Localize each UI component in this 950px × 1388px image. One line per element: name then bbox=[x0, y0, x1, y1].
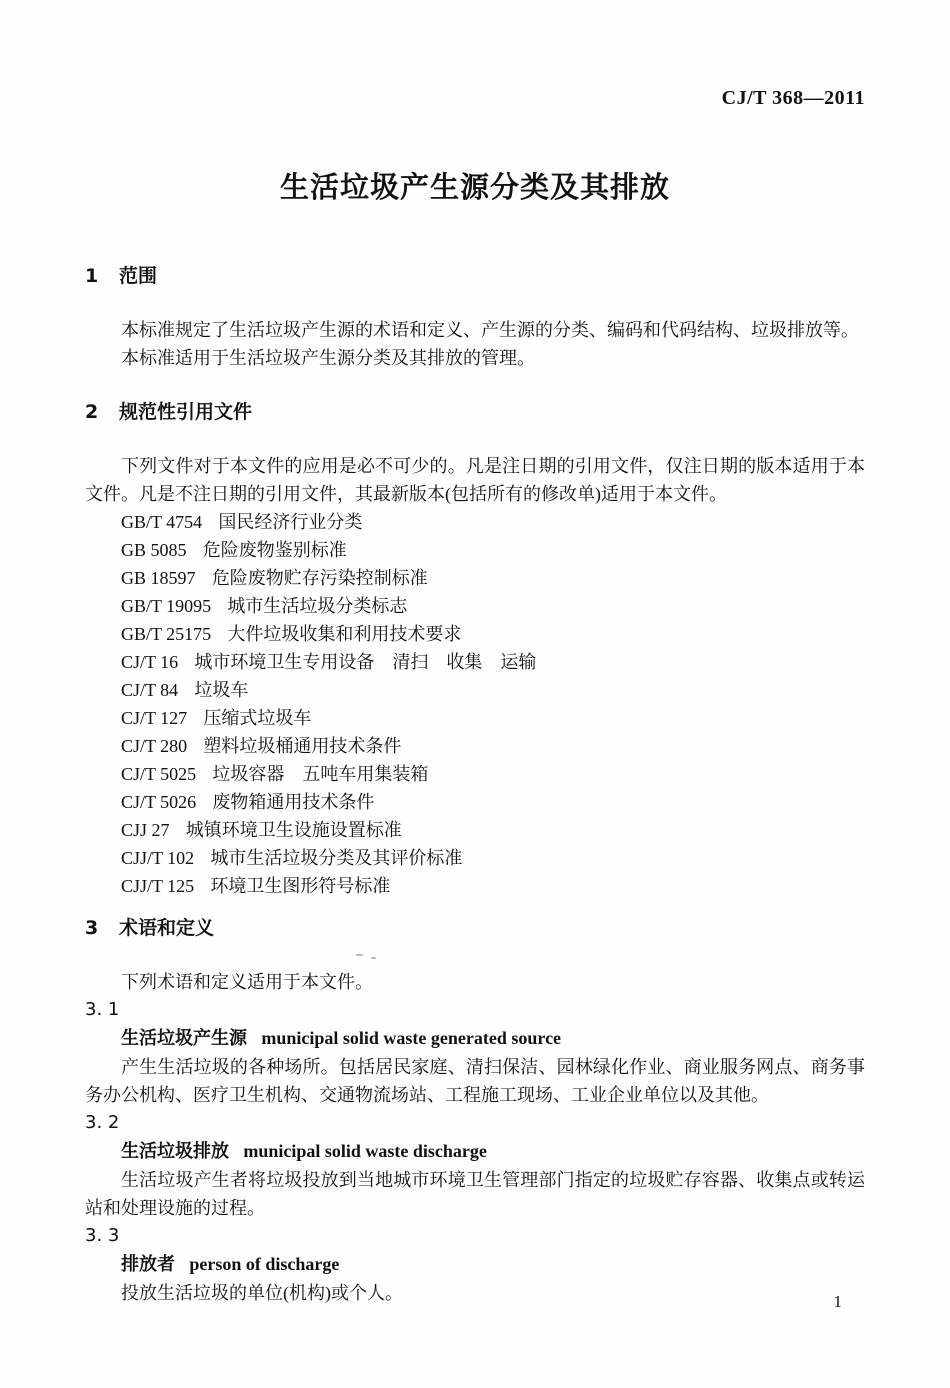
term-name-en: person of discharge bbox=[189, 1254, 340, 1274]
reference-item bbox=[85, 732, 865, 760]
terms-intro bbox=[85, 968, 865, 996]
reference-code: GB/T 19095 bbox=[121, 596, 212, 616]
term-id: 3. 2 bbox=[85, 1112, 120, 1133]
reference-code: GB 5085 bbox=[121, 540, 187, 560]
reference-title: 废物箱通用技术条件 bbox=[212, 792, 375, 812]
reference-item bbox=[85, 676, 865, 704]
section-number: 1 bbox=[85, 265, 99, 287]
reference-item bbox=[85, 788, 865, 816]
term-id: 3. 1 bbox=[85, 999, 120, 1020]
reference-item bbox=[85, 844, 865, 872]
reference-code: GB/T 25175 bbox=[121, 624, 212, 644]
document-title: 生活垃圾产生源分类及其排放 bbox=[279, 170, 670, 204]
reference-code: CJJ/T 125 bbox=[121, 876, 195, 896]
reference-title: 危险废物贮存污染控制标准 bbox=[211, 568, 428, 588]
term-entry-3-1 bbox=[85, 996, 865, 1109]
reference-title: 垃圾容器 五吨车用集装箱 bbox=[212, 764, 429, 784]
reference-title: 城市生活垃圾分类标志 bbox=[227, 596, 408, 616]
term-name-zh: 排放者 bbox=[121, 1254, 175, 1275]
reference-item bbox=[85, 872, 865, 900]
reference-title: 压缩式垃圾车 bbox=[203, 708, 312, 728]
reference-item bbox=[85, 592, 865, 620]
term-definition: 生活垃圾产生者将垃圾投放到当地城市环境卫生管理部门指定的垃圾贮存容器、收集点或转运站和处理设施的过程。 bbox=[85, 1170, 865, 1218]
reference-code: CJ/T 127 bbox=[121, 708, 188, 728]
reference-item bbox=[85, 648, 865, 676]
reference-code: GB 18597 bbox=[121, 568, 196, 588]
section-title: 规范性引用文件 bbox=[119, 401, 253, 423]
term-name-line bbox=[85, 1024, 865, 1053]
reference-title: 环境卫生图形符号标准 bbox=[210, 876, 391, 896]
reference-code: CJ/T 280 bbox=[121, 736, 188, 756]
scope-paragraphs bbox=[85, 316, 865, 372]
term-entry-3-3 bbox=[85, 1222, 865, 1307]
section-title: 术语和定义 bbox=[119, 917, 215, 939]
term-name-en: municipal solid waste discharge bbox=[243, 1141, 487, 1161]
reference-title: 国民经济行业分类 bbox=[218, 512, 363, 532]
scan-artifact bbox=[371, 957, 376, 959]
reference-title: 城市生活垃圾分类及其评价标准 bbox=[210, 848, 463, 868]
reference-title: 塑料垃圾桶通用技术条件 bbox=[203, 736, 402, 756]
scan-artifact bbox=[356, 954, 363, 956]
reference-item bbox=[85, 760, 865, 788]
section-number: 2 bbox=[85, 401, 99, 423]
term-name-en: municipal solid waste generated source bbox=[261, 1028, 562, 1048]
reference-item bbox=[85, 620, 865, 648]
reference-item bbox=[85, 536, 865, 564]
term-entry-3-2 bbox=[85, 1109, 865, 1222]
reference-code: CJJ/T 102 bbox=[121, 848, 195, 868]
reference-code: GB/T 4754 bbox=[121, 512, 203, 532]
section-heading-normative-references bbox=[85, 398, 865, 426]
scope-paragraph: 本标准规定了生活垃圾产生源的术语和定义、产生源的分类、编码和代码结构、垃圾排放等。 bbox=[121, 320, 859, 340]
reference-code: CJ/T 84 bbox=[121, 680, 179, 700]
section-heading-terms-definitions bbox=[85, 914, 865, 942]
reference-code: CJ/T 16 bbox=[121, 652, 179, 672]
reference-item bbox=[85, 564, 865, 592]
reference-code: CJ/T 5026 bbox=[121, 792, 197, 812]
reference-title: 城市环境卫生专用设备 清扫 收集 运输 bbox=[194, 652, 537, 672]
normative-references-intro bbox=[85, 452, 865, 508]
normative-references-intro-paragraph: 下列文件对于本文件的应用是必不可少的。凡是注日期的引用文件，仅注日期的版本适用于本文件。凡是不注日期的引用文件，其最新版本(包括所有的修改单)适用于本文件。 bbox=[85, 456, 865, 504]
term-name-line bbox=[85, 1137, 865, 1166]
section-number: 3 bbox=[85, 917, 99, 939]
reference-item bbox=[85, 508, 865, 536]
section-title: 范围 bbox=[119, 265, 158, 287]
term-definition: 产生生活垃圾的各种场所。包括居民家庭、清扫保洁、园林绿化作业、商业服务网点、商务事务办公机构、医疗卫生机构、交通物流场站、工程施工现场、工业企业单位以及其他。 bbox=[85, 1057, 865, 1105]
reference-title: 垃圾车 bbox=[194, 680, 249, 700]
scope-paragraph: 本标准适用于生活垃圾产生源分类及其排放的管理。 bbox=[121, 348, 535, 368]
term-definition: 投放生活垃圾的单位(机构)或个人。 bbox=[121, 1283, 403, 1303]
terms-intro-paragraph: 下列术语和定义适用于本文件。 bbox=[121, 972, 373, 992]
term-name-zh: 生活垃圾产生源 bbox=[121, 1028, 247, 1049]
reference-title: 城镇环境卫生设施设置标准 bbox=[185, 820, 402, 840]
term-id: 3. 3 bbox=[85, 1225, 120, 1246]
reference-list bbox=[85, 508, 865, 900]
reference-item bbox=[85, 816, 865, 844]
term-name-line bbox=[85, 1250, 865, 1279]
section-heading-scope bbox=[85, 262, 865, 290]
reference-item bbox=[85, 704, 865, 732]
term-name-zh: 生活垃圾排放 bbox=[121, 1141, 229, 1162]
doc-number: CJ/T 368—2011 bbox=[721, 87, 865, 109]
reference-title: 危险废物鉴别标准 bbox=[202, 540, 347, 560]
reference-code: CJJ 27 bbox=[121, 820, 170, 840]
page-number: 1 bbox=[833, 1292, 842, 1311]
reference-title: 大件垃圾收集和利用技术要求 bbox=[227, 624, 462, 644]
reference-code: CJ/T 5025 bbox=[121, 764, 197, 784]
